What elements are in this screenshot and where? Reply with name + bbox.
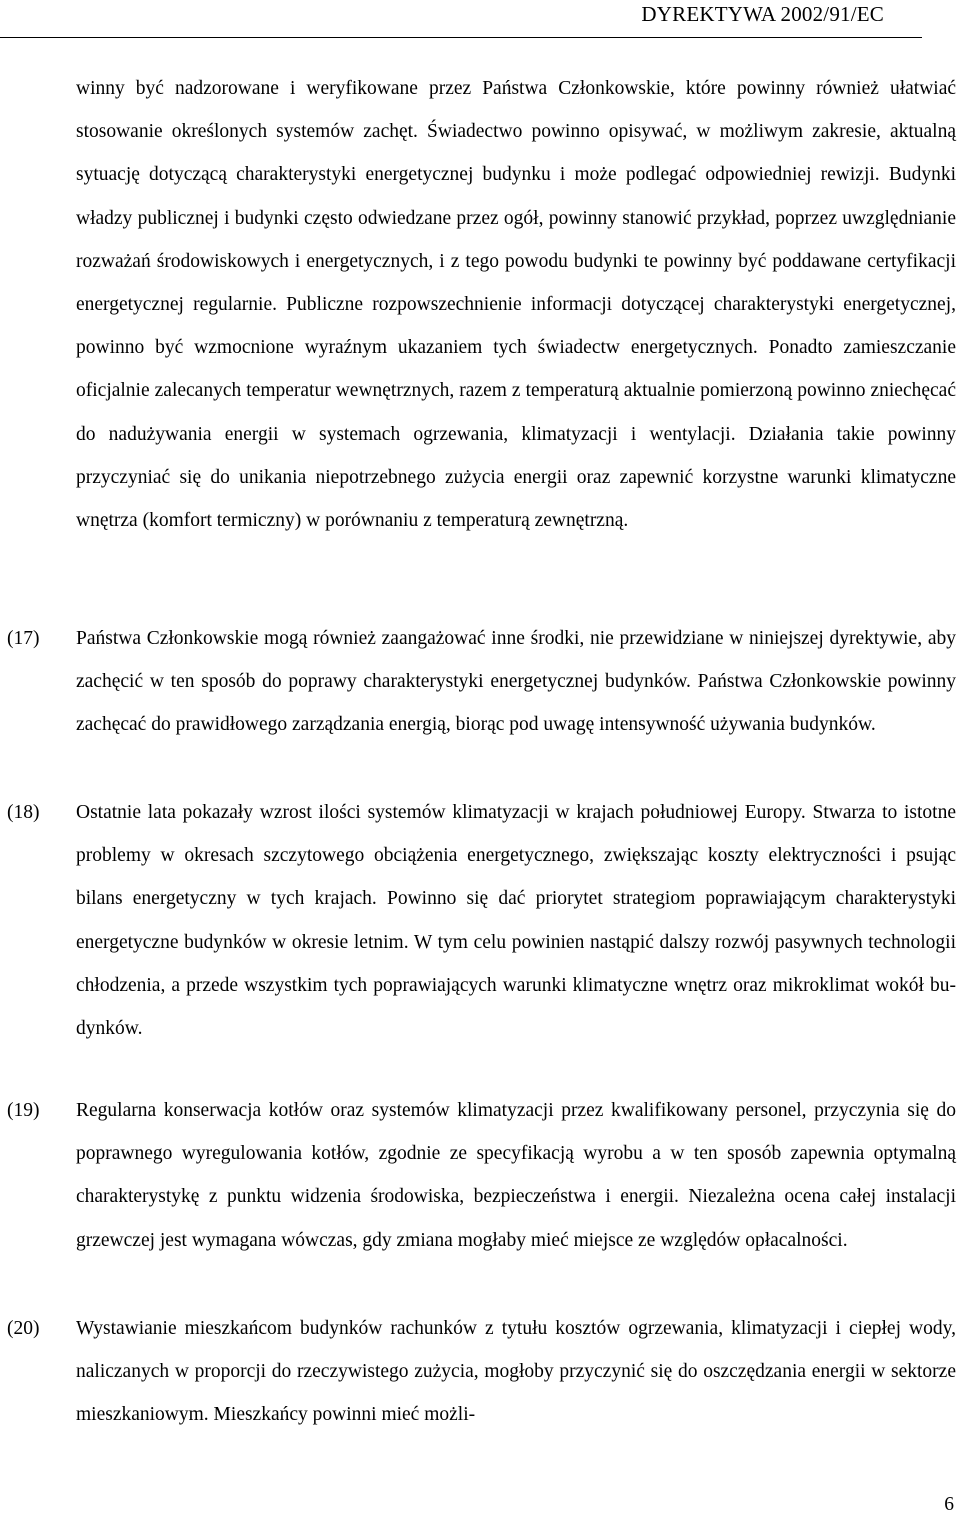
paragraph-20: Wystawianie mieszkańcom budynków rachunków z tytułu kosztów ogrzewania, klimatyzacji i ciepłej wody, naliczanych w proporcji do rzeczywistego zużycia, mogłoby przyczynić się do oszczędzania energii w sektorze mieszkaniowym. Mieszkańcy powinni mieć możli-: [76, 1318, 956, 1426]
header-divider: [0, 37, 922, 38]
page-header: [0, 0, 922, 40]
paragraph-17: Państwa Członkowskie mogą również zaangażować inne środki, nie przewidziane w niniejszej dyrektywie, aby zachęcić w ten sposób do poprawy charakterystyki energetycznej budynków. Państwa Członkowskie powinny zachęcać do prawidłowego zarządzania energią, biorąc pod uwagę intensywność używania budynków.: [76, 628, 956, 736]
page-number: 6: [944, 1494, 954, 1515]
document-title: DYREKTYWA 2002/91/EC: [641, 2, 884, 26]
paragraph-number-20: (20): [7, 1318, 40, 1339]
paragraph-number-18: (18): [7, 802, 40, 823]
paragraph-continuation: winny być nadzorowane i weryfikowane przez Państwa Członkowskie, które powinny również ułatwiać stosowanie określonych systemów zachęt. Świadectwo powinno opisywać, w możliwym zakresie, aktualną sytuację dotyczącą charakterystyki energetycznej budynku i może podlegać odpowiedniej rewizji. Budynki władzy publicznej i budynki często odwiedzane przez ogół, powinny stanowić przykład, poprzez uwzględnianie rozważań środowiskowych i energetycznych, i z tego powodu budynki te powinny być poddawane certyfikacji energetycznej regularnie. Publiczne rozpowszechnienie informacji dotyczącej charakterystyki energetycznej, powinno być wzmocnione wyraźnym ukazaniem tych świadectw energetycznych. Ponadto zamieszczanie oficjalnie zalecanych temperatur wewnętrznych, razem z temperaturą aktualnie pomierzoną powinno zniechęcać do nadużywania energii w systemach ogrzewania, klimatyzacji i wentylacji. Działania takie powinny przyczyniać się do unikania niepotrzebnego zużycia energii oraz zapewnić korzystne warunki klimatyczne wnętrza (komfort termiczny) w porównaniu z temperaturą zewnętrzną.: [76, 78, 956, 532]
paragraph-18: Ostatnie lata pokazały wzrost ilości systemów klimatyzacji w krajach południowej Europy. Stwarza to istotne problemy w okresach szczytowego obciążenia energetycznego, zwiększając koszty elektryczności i psując bilans energetyczny w tych krajach. Powinno się dać priorytet strategiom poprawiającym charakterystyki energetyczne budynków w okresie letnim. W tym celu powinien nastąpić dalszy rozwój pasywnych technologii chłodzenia, a przede wszystkim tych poprawiających warunki klimatyczne wnętrz oraz mikroklimat wokół budynków.: [76, 802, 956, 1040]
paragraph-number-17: (17): [7, 628, 40, 649]
paragraph-number-19: (19): [7, 1100, 40, 1121]
paragraph-19: Regularna konserwacja kotłów oraz systemów klimatyzacji przez kwalifikowany personel, przyczynia się do poprawnego wyregulowania kotłów, zgodnie ze specyfikacją wyrobu a w ten sposób zapewnia optymalną charakterystykę z punktu widzenia środowiska, bezpieczeństwa i energii. Niezależna ocena całej instalacji grzewczej jest wymagana wówczas, gdy zmiana mogłaby mieć miejsce ze względów opłacalności.: [76, 1100, 956, 1251]
